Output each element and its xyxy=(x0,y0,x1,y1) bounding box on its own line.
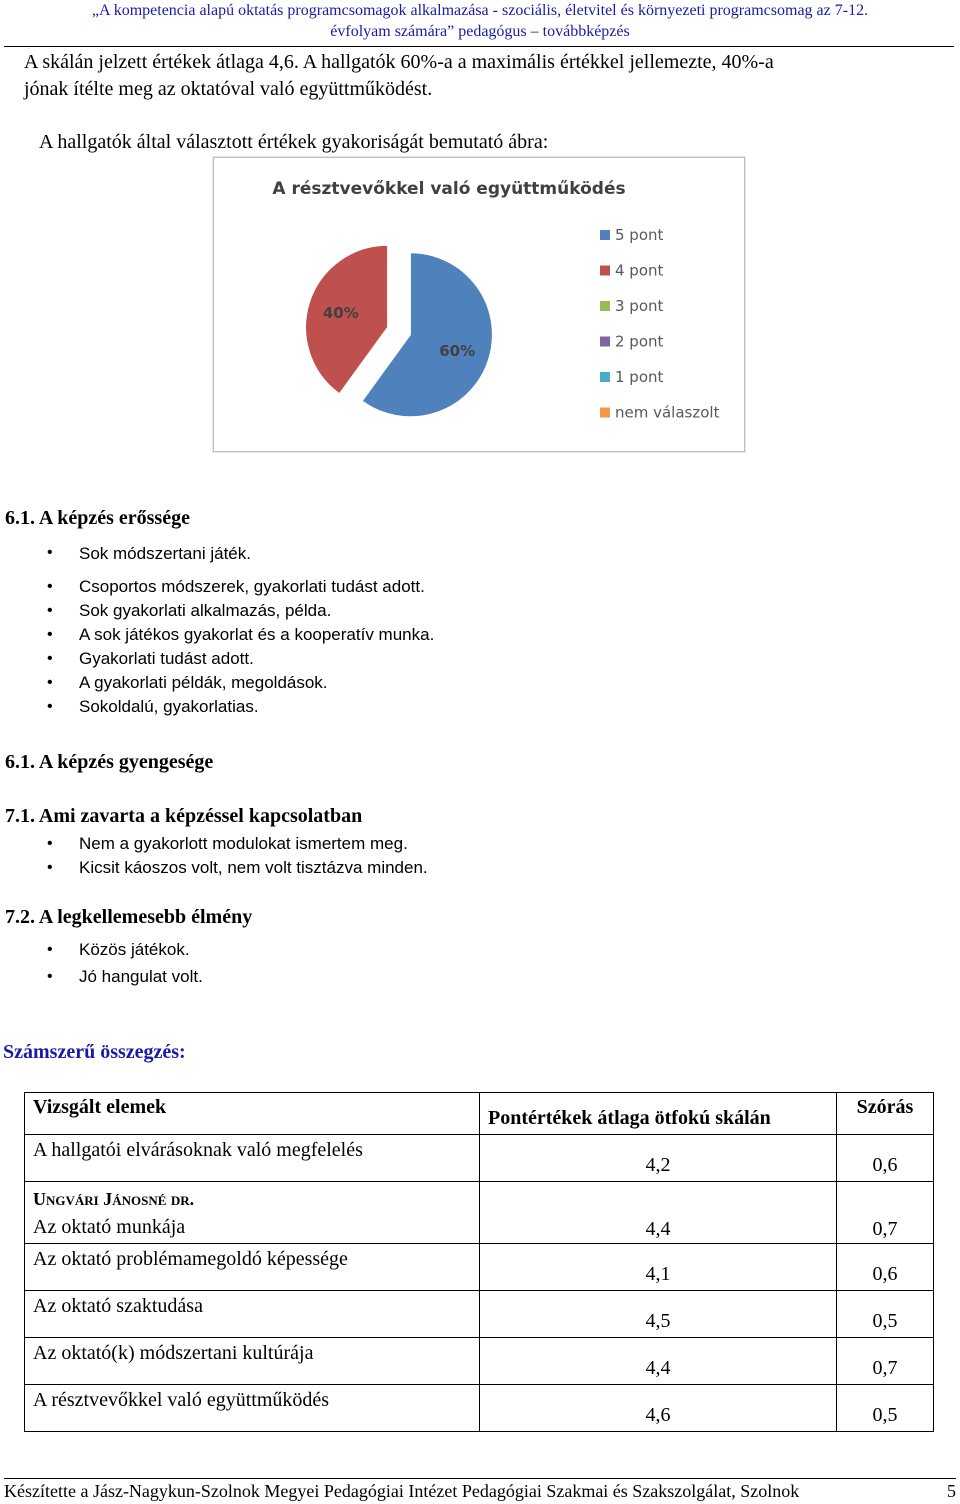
list-item: • Közös játékok. xyxy=(79,936,203,963)
list-item: • A gyakorlati példák, megoldások. xyxy=(79,671,434,695)
table-row xyxy=(25,1338,934,1385)
pie-data-label: 40% xyxy=(322,304,359,323)
header-line-1: „A kompetencia alapú oktatás programcsomagok alkalmazása - szociális, életvitel és környezeti programcsomag az 7-12. xyxy=(91,2,869,19)
list-item: • Kicsit káoszos volt, nem volt tisztázva minden. xyxy=(79,856,428,880)
pie-data-label: 60% xyxy=(439,341,476,360)
footer-text: Készítette a Jász-Nagykun-Szolnok Megyei Pedagógiai Intézet Pedagógiai Szakmai és Szakszolgálat, Szolnok xyxy=(4,1481,800,1501)
row-label: Az oktató szaktudása xyxy=(25,1291,480,1338)
legend-swatch xyxy=(600,230,610,240)
row-sd: 0,7 xyxy=(837,1182,934,1244)
chart-title: A résztvevőkkel való együttműködés xyxy=(272,179,626,199)
page-footer xyxy=(4,1481,956,1502)
disturbed-list xyxy=(79,832,428,880)
legend-swatch xyxy=(600,266,610,276)
row-sd: 0,5 xyxy=(837,1291,934,1338)
summary-heading: Számszerű összegzés: xyxy=(3,1041,186,1063)
header-rule xyxy=(4,46,954,47)
row-sd: 0,6 xyxy=(837,1244,934,1291)
list-item: • Jó hangulat volt. xyxy=(79,963,203,990)
col-header-elements: Vizsgált elemek xyxy=(25,1093,480,1135)
row-label: Az oktató(k) módszertani kultúrája xyxy=(25,1338,480,1385)
row-average: 4,6 xyxy=(480,1385,837,1432)
table-row xyxy=(25,1135,934,1182)
row-average: 4,1 xyxy=(480,1244,837,1291)
chart-caption: A hallgatók által választott értékek gyakoriságát bemutató ábra: xyxy=(39,131,549,153)
row-label: A résztvevőkkel való együttműködés xyxy=(25,1385,480,1432)
legend-label: 4 pont xyxy=(615,261,664,280)
row-average: 4,4 xyxy=(480,1182,837,1244)
pleasant-heading: 7.2. A legkellemesebb élmény xyxy=(5,906,253,928)
legend-label: 3 pont xyxy=(615,297,664,315)
legend-label: 1 pont xyxy=(615,368,664,386)
footer-rule xyxy=(4,1478,956,1479)
list-item: • Sok módszertani játék. xyxy=(79,544,434,564)
header-line-2: évfolyam számára” pedagógus – továbbképzés xyxy=(330,23,630,40)
summary-table xyxy=(24,1092,934,1432)
list-item: • A sok játékos gyakorlat és a kooperatív munka. xyxy=(79,623,434,647)
disturbed-heading: 7.1. Ami zavarta a képzéssel kapcsolatban xyxy=(5,805,363,827)
intro-line-2: jónak ítélte meg az oktatóval való együttműködést. xyxy=(24,78,433,100)
legend-label: 2 pont xyxy=(615,332,664,351)
table-header-row xyxy=(25,1093,934,1135)
table-row xyxy=(25,1182,934,1244)
legend-swatch xyxy=(600,408,610,418)
list-item: • Sok gyakorlati alkalmazás, példa. xyxy=(79,599,434,623)
legend-label: nem válaszolt xyxy=(615,403,720,422)
table-row xyxy=(25,1385,934,1432)
legend-swatch xyxy=(600,372,610,382)
row-sd: 0,6 xyxy=(837,1135,934,1182)
pleasant-list xyxy=(79,936,203,990)
list-item: • Nem a gyakorlott modulokat ismertem meg. xyxy=(79,832,428,856)
page-header xyxy=(0,0,960,46)
pie-chart-svg xyxy=(214,158,744,451)
row-average: 4,2 xyxy=(480,1135,837,1182)
pie-chart xyxy=(213,157,745,452)
row-label: A hallgatói elvárásoknak való megfelelés xyxy=(25,1135,480,1182)
list-item: • Gyakorlati tudást adott. xyxy=(79,647,434,671)
strength-list xyxy=(79,544,434,719)
row-label: Az oktató munkája xyxy=(33,1216,186,1238)
col-header-sd: Szórás xyxy=(837,1093,934,1135)
row-average: 4,4 xyxy=(480,1338,837,1385)
intro-line-1: A skálán jelzett értékek átlaga 4,6. A hallgatók 60%-a a maximális értékkel jellemezte, 40%-a xyxy=(24,51,774,73)
row-label: Az oktató problémamegoldó képessége xyxy=(25,1244,480,1291)
legend-swatch xyxy=(600,301,610,311)
table-row xyxy=(25,1244,934,1291)
row-sd: 0,7 xyxy=(837,1338,934,1385)
instructor-name: Ungvári Jánosné dr. xyxy=(33,1189,195,1209)
col-header-average: Pontértékek átlaga ötfokú skálán xyxy=(480,1093,837,1135)
table-row xyxy=(25,1291,934,1338)
list-item: • Sokoldalú, gyakorlatias. xyxy=(79,695,434,719)
legend-label: 5 pont xyxy=(615,226,664,244)
row-average: 4,5 xyxy=(480,1291,837,1338)
row-label-cell xyxy=(25,1182,480,1244)
legend-swatch xyxy=(600,337,610,347)
row-sd: 0,5 xyxy=(837,1385,934,1432)
page-number: 5 xyxy=(947,1481,956,1501)
weakness-heading: 6.1. A képzés gyengesége xyxy=(5,751,214,773)
list-item: • Csoportos módszerek, gyakorlati tudást adott. xyxy=(79,575,434,599)
strength-heading: 6.1. A képzés erőssége xyxy=(5,507,190,529)
